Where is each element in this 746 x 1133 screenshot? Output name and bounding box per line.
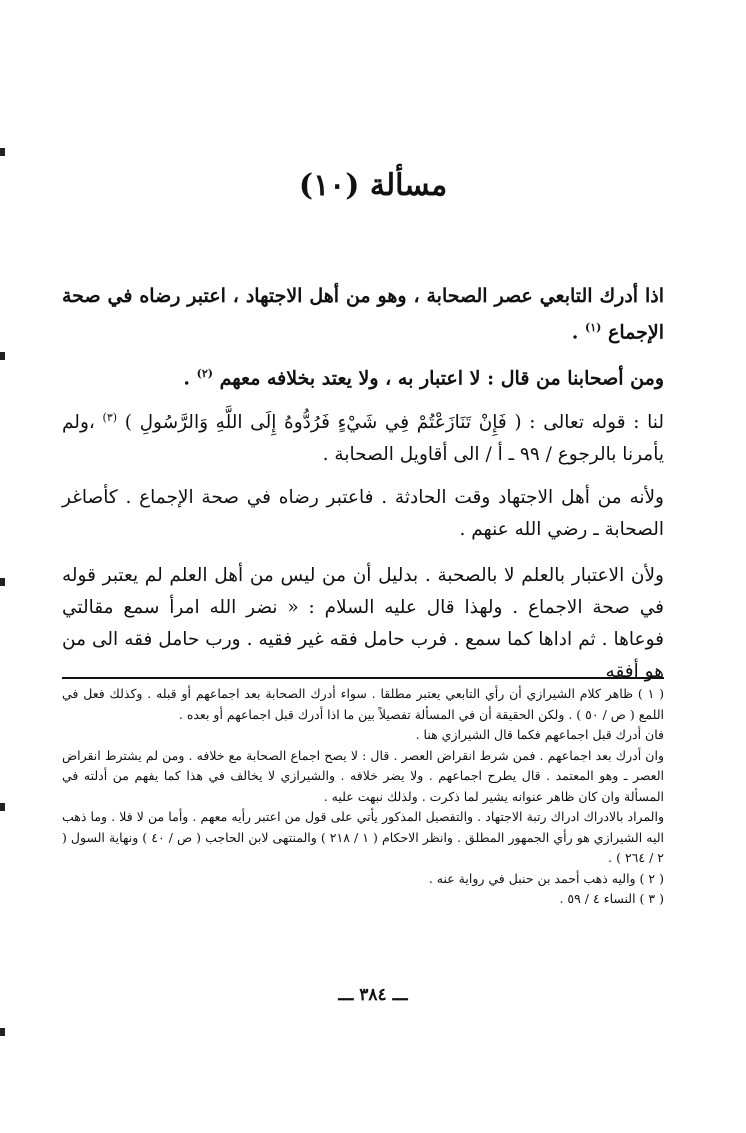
- chapter-heading: مسألة (١٠): [298, 168, 448, 203]
- paragraph-3-block: [62, 402, 664, 471]
- paragraph-4-block: [62, 482, 664, 546]
- paragraph-text: لنا : قوله تعالى : ( فَإِنْ تَنَازَعْتُمْ فِي شَيْءٍ فَرُدُّوهُ إِلَى اللَّهِ وَالرَّسُولِ ): [124, 412, 664, 434]
- paragraph-tail: .: [571, 321, 579, 344]
- paragraph-5-block: [62, 560, 664, 688]
- paragraph-2: [62, 358, 664, 394]
- footnote-ref: (٣): [102, 411, 118, 424]
- paragraph-1: [62, 280, 664, 348]
- paragraph-5: [62, 560, 664, 688]
- footnote: ( ٣ ) النساء ٤ / ٥٩ .: [559, 891, 664, 906]
- footnote-ref: (٢): [196, 367, 213, 380]
- footnote: ( ٢ ) واليه ذهب أحمد بن حنبل في رواية عنه .: [428, 870, 664, 886]
- paragraph-text: ومن أصحابنا من قال : لا اعتبار به ، ولا يعتد بخلافه معهم: [219, 367, 664, 390]
- edge-mark: [0, 148, 5, 156]
- paragraph-3: [62, 402, 664, 471]
- footnotes: [62, 684, 664, 910]
- paragraph-2-block: [62, 358, 664, 394]
- footnote: وان أدرك بعد اجماعهم . فمن شرط انقراض العصر . قال : لا يصح اجماع الصحابة مع خلافه . ومن لم يشترط انقراض العصر ـ وهو المعتمد . قال يطرح اجماعهم . ولا يضر خلافه . والشيرازي لا يخالف في هذا كما يفهم من أدلته في المسألة وان كان ظاهر عنوانه يشير لما ذكرت . ولذلك نبهت عليه .: [62, 747, 664, 804]
- page-number: ـــ ٣٨٤ ـــ: [338, 985, 408, 1005]
- paragraph-tail: .: [183, 367, 191, 390]
- edge-mark: [0, 578, 5, 586]
- edge-mark: [0, 352, 5, 360]
- paragraph-text: ولأنه من أهل الاجتهاد وقت الحادثة . فاعتبر رضاه في صحة الإجماع . كأصاغر الصحابة ـ رضي الله عنهم .: [62, 487, 664, 540]
- footnote-divider: [62, 677, 664, 679]
- paragraph-4: [62, 482, 664, 546]
- paragraph-text: اذا أدرك التابعي عصر الصحابة ، وهو من أهل الاجتهاد ، اعتبر رضاه في صحة الإجماع: [62, 285, 664, 344]
- edge-mark: [0, 1028, 5, 1036]
- footnote-ref: (١): [585, 321, 602, 334]
- paragraph-tail: ،ولم يأمرنا بالرجوع / ٩٩ ـ أ / الى أقاويل الصحابة .: [62, 412, 664, 466]
- paragraph-text: ولأن الاعتبار بالعلم لا بالصحبة . بدليل أن من ليس من أهل العلم لم يعتبر قوله في صحة الاجماع . ولهذا قال عليه السلام : « نضر الله امرأ سمع مقالتي فوعاها . ثم اداها كما سمع . فرب حامل فقه غير فقيه . ورب حامل فقه الى من هو أفقه: [62, 565, 664, 682]
- footnote: والمراد بالادراك ادراك رتبة الاجتهاد . والتفصيل المذكور يأتي على قول من اعتبر رأيه معهم . وأما من لا فلا . وما ذهب اليه الشيرازي هو رأي الجمهور المطلق . وانظر الاحكام ( ١ / ٢١٨ ) والمنتهى لابن الحاجب ( ص / ٤٠ ) ونهاية السول ( ٢ / ٢٦٤ ) .: [62, 809, 665, 865]
- footnote: فان أدرك قبل اجماعهم فكما قال الشيرازي هنا .: [415, 727, 664, 742]
- edge-mark: [0, 803, 5, 811]
- paragraph-1-block: [62, 280, 664, 348]
- footnote: ( ١ ) ظاهر كلام الشيرازي أن رأي التابعي يعتبر مطلقا . سواء أدرك الصحابة بعد اجماعهم أو قبله . وكذلك فعل في اللمع ( ص / ٥٠ ) . ولكن الحقيقة أن في المسألة تفصيلاً بين ما اذا أدرك قبل اجماعهم أو بعده .: [62, 686, 664, 722]
